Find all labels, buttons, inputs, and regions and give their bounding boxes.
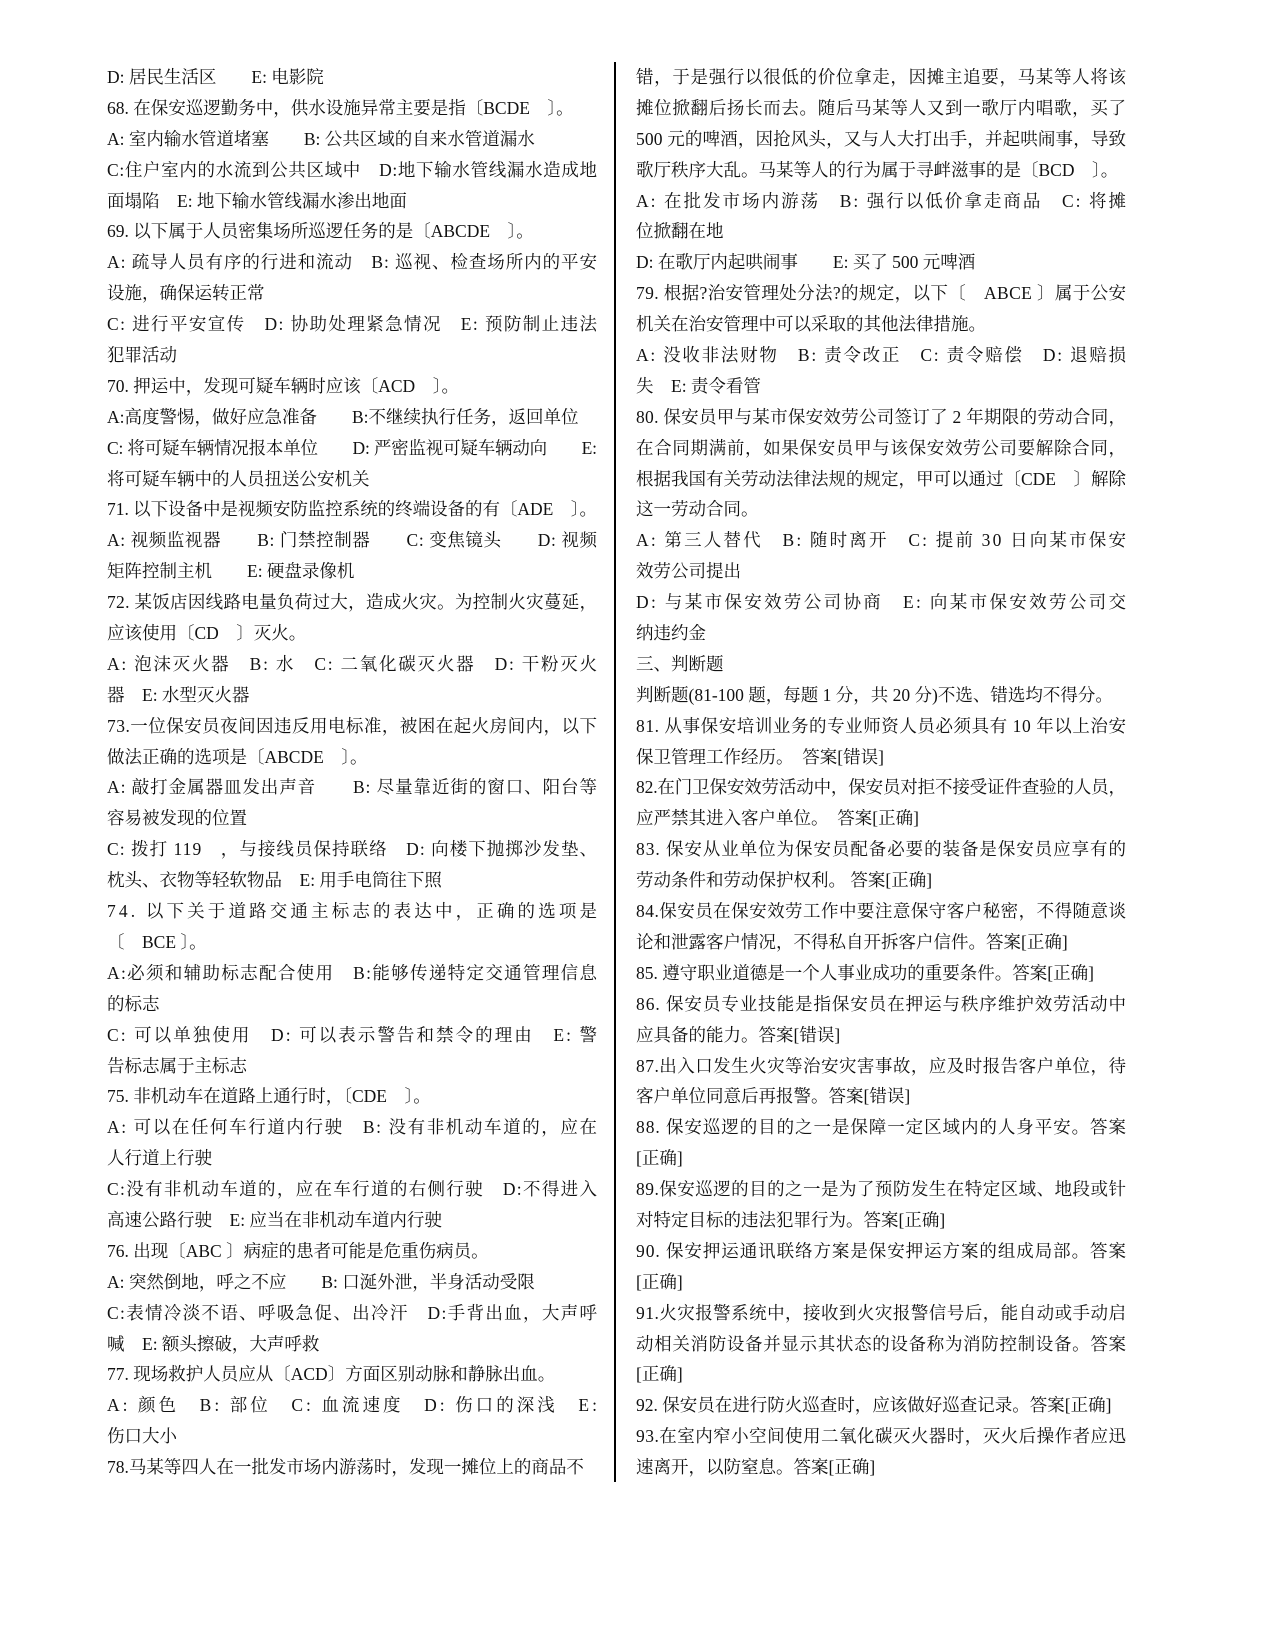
text-line xyxy=(107,124,597,155)
paragraph xyxy=(636,247,1126,278)
paragraph xyxy=(107,1298,597,1360)
text-line xyxy=(636,309,1126,340)
paragraph xyxy=(636,989,1126,1051)
line-text: 歌厅秩序大乱。马某等人的行为属于寻衅滋事的是〔BCD 〕。 xyxy=(636,159,1119,180)
line-text: 74. 以下关于道路交通主标志的表达中，正确的选项是 xyxy=(107,901,601,922)
line-text: A: 疏导人员有序的行进和流动 B: 巡视、检查场所内的平安 xyxy=(107,252,598,273)
line-text: 根据我国有关劳动法律法规的规定，甲可以通过〔CDE 〕解除 xyxy=(636,468,1126,489)
line-text: 72. 某饭店因线路电量负荷过大，造成火灾。为控制火灾蔓延， xyxy=(107,592,598,613)
text-line xyxy=(107,1174,597,1205)
paragraph xyxy=(107,711,597,773)
text-line xyxy=(636,1267,1126,1298)
line-text: 动相关消防设备并显示其状态的设备称为消防控制设备。答案 xyxy=(636,1333,1127,1354)
line-text: C:住户室内的水流到公共区域中 D:地下输水管线漏水造成地 xyxy=(107,159,598,180)
text-line xyxy=(107,896,601,927)
paragraph xyxy=(636,680,1126,711)
text-line xyxy=(107,1020,600,1051)
line-text: 93.在室内窄小空间使用二氧化碳灭火器时，灭火后操作者应迅 xyxy=(636,1426,1127,1447)
text-line xyxy=(636,989,1126,1020)
text-line xyxy=(107,402,597,433)
paragraph xyxy=(107,1390,601,1452)
line-text: 判断题(81-100 题，每题 1 分，共 20 分)不选、错选均不得分。 xyxy=(636,684,1113,705)
paragraph xyxy=(107,1267,597,1298)
text-line xyxy=(636,1112,1126,1143)
paragraph xyxy=(107,309,597,371)
text-line xyxy=(107,1390,601,1421)
line-text: C:没有非机动车道的，应在车行道的右侧行驶 D:不得进入 xyxy=(107,1179,599,1200)
paragraph xyxy=(107,1081,597,1112)
text-line xyxy=(107,186,597,217)
line-text: D: 与某市保安效劳公司协商 E: 向某市保安效劳公司交 xyxy=(636,592,1129,613)
text-line xyxy=(636,742,1126,773)
line-text: C: 将可疑车辆情况报本单位 D: 严密监视可疑车辆动向 E: xyxy=(107,437,597,458)
paragraph xyxy=(636,772,1126,834)
text-line xyxy=(636,896,1126,927)
paragraph xyxy=(107,896,601,958)
line-text: 70. 押运中，发现可疑车辆时应该〔ACD 〕。 xyxy=(107,375,459,396)
line-text: [正确] xyxy=(636,1271,683,1292)
text-line xyxy=(107,587,597,618)
text-line xyxy=(636,772,1126,803)
text-line xyxy=(636,587,1129,618)
text-line xyxy=(636,340,1126,371)
text-line xyxy=(107,494,597,525)
paragraph xyxy=(636,587,1129,649)
text-line xyxy=(636,1329,1126,1360)
line-text: 89.保安巡逻的目的之一是为了预防发生在特定区域、地段或针 xyxy=(636,1179,1127,1200)
text-line xyxy=(107,649,597,680)
text-line xyxy=(107,155,597,186)
text-line xyxy=(636,556,1126,587)
line-text: A: 室内输水管道堵塞 B: 公共区域的自来水管道漏水 xyxy=(107,128,535,149)
text-line xyxy=(636,618,1126,649)
line-text: 85. 遵守职业道德是一个人事业成功的重要条件。答案[正确] xyxy=(636,962,1094,983)
text-line xyxy=(107,927,597,958)
line-text: C: 拨打 119 ，与接线员保持联络 D: 向楼下抛掷沙发垫、 xyxy=(107,839,599,860)
text-line xyxy=(107,958,597,989)
paragraph xyxy=(107,247,597,309)
text-line xyxy=(107,865,597,896)
text-line xyxy=(107,371,597,402)
line-text: 容易被发现的位置 xyxy=(107,808,247,829)
line-text: 79. 根据?治安管理处分法?的规定，以下〔 ABCE 〕属于公安 xyxy=(636,283,1127,304)
paragraph xyxy=(107,371,597,402)
paragraph xyxy=(107,587,597,649)
text-line xyxy=(636,1452,1126,1483)
paragraph xyxy=(107,958,597,1020)
text-line xyxy=(636,680,1126,711)
line-text: 77. 现场救护人员应从〔ACD〕方面区别动脉和静脉出血。 xyxy=(107,1364,556,1385)
line-text: 器 E: 水型灭火器 xyxy=(107,684,250,705)
left-column xyxy=(107,62,601,1483)
line-text: 效劳公司提出 xyxy=(636,561,741,582)
line-text: A: 突然倒地，呼之不应 B: 口涎外泄，半身活动受限 xyxy=(107,1271,535,1292)
paragraph xyxy=(107,1174,597,1236)
line-text: 91.火灾报警系统中，接收到火灾报警信号后，能自动或手动启 xyxy=(636,1302,1127,1323)
line-text: D: 居民生活区 E: 电影院 xyxy=(107,67,324,87)
line-text: 人行道上行驶 xyxy=(107,1148,212,1169)
text-line xyxy=(107,1236,597,1267)
line-text: 82.在门卫保安效劳活动中，保安员对拒不接受证件查验的人员， xyxy=(636,777,1126,798)
line-text: 在合同期满前，如果保安员甲与该保安效劳公司要解除合同， xyxy=(636,437,1127,458)
line-text: 喊 E: 额头擦破，大声呼救 xyxy=(107,1333,320,1354)
line-text: 87.出入口发生火灾等治安灾害事故，应及时报告客户单位，待 xyxy=(636,1055,1127,1076)
paragraph xyxy=(636,1051,1126,1113)
line-text: 84.保安员在保安效劳工作中要注意保守客户秘密，不得随意谈 xyxy=(636,901,1127,922)
line-text: 设施，确保运转正常 xyxy=(107,283,265,304)
line-text: 摊位掀翻后扬长而去。随后马某等人又到一歌厅内唱歌，买了 xyxy=(636,97,1127,118)
text-line xyxy=(107,93,597,124)
line-text: [正确] xyxy=(636,1364,683,1385)
paragraph xyxy=(107,494,597,525)
line-text: 应该使用〔CD 〕灭火。 xyxy=(107,623,307,644)
text-line xyxy=(107,1298,597,1329)
text-line xyxy=(636,278,1126,309)
text-line xyxy=(107,247,597,278)
text-line xyxy=(107,989,597,1020)
line-text: 88. 保安巡逻的目的之一是保障一定区域内的人身平安。答案 xyxy=(636,1117,1127,1138)
text-line xyxy=(107,62,597,93)
paragraph xyxy=(636,402,1126,526)
paragraph xyxy=(636,958,1126,989)
text-line xyxy=(107,1329,597,1360)
line-text: 71. 以下设备中是视频安防监控系统的终端设备的有〔ADE 〕。 xyxy=(107,499,597,520)
text-line xyxy=(107,772,597,803)
paragraph xyxy=(636,340,1126,402)
text-line xyxy=(636,433,1126,464)
text-line xyxy=(636,711,1126,742)
text-line xyxy=(636,1390,1126,1421)
text-line xyxy=(107,1452,597,1483)
line-text: A: 敲打金属器皿发出声音 B: 尽量靠近街的窗口、阳台等 xyxy=(107,777,598,798)
paragraph xyxy=(636,1390,1126,1421)
text-line xyxy=(107,618,597,649)
line-text: 对特定目标的违法犯罪行为。答案[正确] xyxy=(636,1209,946,1230)
paragraph xyxy=(107,525,597,587)
paragraph xyxy=(107,124,597,155)
line-text: 78.马某等四人在一批发市场内游荡时，发现一摊位上的商品不 xyxy=(107,1457,584,1478)
text-line xyxy=(107,556,597,587)
line-text: A: 泡沫灭火器 B: 水 C: 二氧化碳灭火器 D: 干粉灭火 xyxy=(107,653,599,674)
line-text: 76. 出现〔ABC 〕病症的患者可能是危重伤病员。 xyxy=(107,1240,489,1261)
paragraph xyxy=(636,62,1126,186)
line-text: C: 进行平安宣传 D: 协助处理紧急情况 E: 预防制止违法 xyxy=(107,314,599,335)
paragraph xyxy=(107,1236,597,1267)
line-text: A:高度警惕，做好应急准备 B:不继续执行任务，返回单位 xyxy=(107,406,579,427)
line-text: A: 可以在任何车行道内行驶 B: 没有非机动车道的，应在 xyxy=(107,1117,599,1138)
paragraph xyxy=(636,896,1126,958)
paragraph xyxy=(107,1452,597,1483)
paragraph xyxy=(107,1020,600,1082)
text-line xyxy=(636,927,1126,958)
paragraph xyxy=(636,525,1129,587)
line-text: 81. 从事保安培训业务的专业师资人员必须具有 10 年以上治安 xyxy=(636,715,1127,736)
line-text: 纳违约金 xyxy=(636,623,706,644)
text-line xyxy=(107,1051,597,1082)
text-line xyxy=(107,464,597,495)
paragraph xyxy=(636,278,1126,340)
text-line xyxy=(636,155,1126,186)
line-text: 的标志 xyxy=(107,993,160,1014)
text-line xyxy=(636,1359,1126,1390)
paragraph xyxy=(636,1112,1126,1174)
text-line xyxy=(107,433,597,464)
paragraph xyxy=(107,649,597,711)
line-text: 位掀翻在地 xyxy=(636,221,724,242)
text-line xyxy=(636,1236,1126,1267)
line-text: 83. 保安从业单位为保安员配备必要的装备是保安员应享有的 xyxy=(636,839,1127,860)
text-line xyxy=(107,1143,597,1174)
paragraph xyxy=(636,1174,1126,1236)
text-line xyxy=(636,1143,1126,1174)
text-line xyxy=(107,1081,597,1112)
line-text: 90. 保安押运通讯联络方案是保安押运方案的组成局部。答案 xyxy=(636,1240,1127,1261)
paragraph xyxy=(107,155,597,217)
text-line xyxy=(107,309,597,340)
text-line xyxy=(107,711,597,742)
paragraph xyxy=(636,711,1126,773)
line-text: 劳动条件和劳动保护权利。 答案[正确] xyxy=(636,870,933,891)
right-column xyxy=(636,62,1129,1483)
text-line xyxy=(636,525,1129,556)
paragraph xyxy=(636,1236,1126,1298)
line-text: A: 在批发市场内游荡 B: 强行以低价拿走商品 C: 将摊 xyxy=(636,190,1129,211)
text-line xyxy=(107,680,597,711)
line-text: D: 在歌厅内起哄闹事 E: 买了 500 元啤酒 xyxy=(636,252,976,273)
line-text: 将可疑车辆中的人员扭送公安机关 xyxy=(107,468,370,489)
text-line xyxy=(636,1298,1126,1329)
paragraph xyxy=(107,216,597,247)
text-line xyxy=(636,186,1129,217)
line-text: 500 元的啤酒，因抢风头，又与人大打出手，并起哄闹事，导致 xyxy=(636,128,1127,149)
text-line xyxy=(636,371,1126,402)
line-text: 应具备的能力。答案[错误] xyxy=(636,1024,841,1045)
paragraph xyxy=(636,186,1129,248)
paragraph xyxy=(107,834,597,896)
line-text: 73.一位保安员夜间因违反用电标准，被困在起火房间内，以下 xyxy=(107,715,598,736)
text-line xyxy=(636,402,1126,433)
text-line xyxy=(636,93,1126,124)
line-text: C: 可以单独使用 D: 可以表示警告和禁令的理由 E: 警 xyxy=(107,1024,600,1045)
text-line xyxy=(636,1421,1126,1452)
line-text: 75. 非机动车在道路上通行时，〔CDE 〕。 xyxy=(107,1086,431,1107)
text-line xyxy=(107,1421,597,1452)
line-text: 86. 保安员专业技能是指保安员在押运与秩序维护效劳活动中 xyxy=(636,993,1127,1014)
line-text: 68. 在保安巡逻勤务中，供水设施异常主要是指〔BCDE 〕。 xyxy=(107,97,574,118)
paragraph xyxy=(107,1112,597,1174)
line-text: A: 颜色 B: 部位 C: 血流速度 D: 伤口的深浅 E: xyxy=(107,1395,601,1416)
text-line xyxy=(636,62,1126,93)
text-line xyxy=(107,1112,597,1143)
line-text: 机关在治安管理中可以采取的其他法律措施。 xyxy=(636,314,986,335)
line-text: 保卫管理工作经历。 答案[错误] xyxy=(636,746,884,767)
text-line xyxy=(636,1051,1126,1082)
text-line xyxy=(107,1267,597,1298)
line-text: 〔 BCE 〕。 xyxy=(107,931,207,952)
line-text: 面塌陷 E: 地下输水管线漏水渗出地面 xyxy=(107,190,407,211)
line-text: 错，于是强行以很低的价位拿走，因摊主追要，马某等人将该 xyxy=(636,67,1127,87)
text-line xyxy=(107,803,597,834)
text-line xyxy=(636,1205,1126,1236)
line-text: 三、判断题 xyxy=(636,653,724,674)
text-line xyxy=(636,464,1126,495)
paragraph xyxy=(636,1421,1126,1483)
line-text: 犯罪活动 xyxy=(107,345,177,366)
line-text: A: 第三人替代 B: 随时离开 C: 提前 30 日向某市保安 xyxy=(636,530,1129,551)
text-line xyxy=(107,525,597,556)
text-line xyxy=(107,278,597,309)
line-text: 失 E: 责令看管 xyxy=(636,375,761,396)
text-line xyxy=(636,1020,1126,1051)
paragraph xyxy=(636,834,1126,896)
line-text: A: 视频监视器 B: 门禁控制器 C: 变焦镜头 D: 视频 xyxy=(107,530,598,551)
text-line xyxy=(636,494,1126,525)
paragraph xyxy=(107,772,597,834)
text-line xyxy=(636,216,1126,247)
text-line xyxy=(107,216,597,247)
text-line xyxy=(636,649,1126,680)
paragraph xyxy=(107,402,597,433)
line-text: 高速公路行驶 E: 应当在非机动车道内行驶 xyxy=(107,1209,442,1230)
text-line xyxy=(107,834,597,865)
text-line xyxy=(107,1359,597,1390)
line-text: 69. 以下属于人员密集场所巡逻任务的是〔ABCDE 〕。 xyxy=(107,221,534,242)
text-line xyxy=(636,1081,1126,1112)
line-text: C:表情冷淡不语、呼吸急促、出冷汗 D:手背出血，大声呼 xyxy=(107,1302,599,1323)
text-line xyxy=(107,1205,597,1236)
text-line xyxy=(636,124,1126,155)
paragraph xyxy=(636,649,1126,680)
paragraph xyxy=(107,433,597,495)
text-line xyxy=(636,1174,1126,1205)
text-line xyxy=(107,742,597,773)
line-text: 速离开，以防窒息。答案[正确] xyxy=(636,1457,876,1478)
text-line xyxy=(107,340,597,371)
text-line xyxy=(636,834,1126,865)
paragraph xyxy=(107,62,597,93)
text-line xyxy=(636,865,1126,896)
paragraph xyxy=(636,1298,1126,1391)
line-text: [正确] xyxy=(636,1148,683,1169)
line-text: A:必须和辅助标志配合使用 B:能够传递特定交通管理信息 xyxy=(107,962,599,983)
paragraph xyxy=(107,93,597,124)
text-line xyxy=(636,958,1126,989)
line-text: 论和泄露客户情况，不得私自开拆客户信件。答案[正确] xyxy=(636,931,1068,952)
paragraph xyxy=(107,1359,597,1390)
line-text: 应严禁其进入客户单位。 答案[正确] xyxy=(636,808,919,829)
line-text: 80. 保安员甲与某市保安效劳公司签订了 2 年期限的劳动合同， xyxy=(636,406,1127,427)
column-divider xyxy=(614,62,616,1482)
line-text: A: 没收非法财物 B: 责令改正 C: 责令赔偿 D: 退赔损 xyxy=(636,345,1128,366)
line-text: 这一劳动合同。 xyxy=(636,499,759,520)
line-text: 做法正确的选项是〔ABCDE 〕。 xyxy=(107,746,368,767)
line-text: 矩阵控制主机 E: 硬盘录像机 xyxy=(107,561,355,582)
line-text: 告标志属于主标志 xyxy=(107,1055,247,1076)
line-text: 客户单位同意后再报警。答案[错误] xyxy=(636,1086,911,1107)
line-text: 92. 保安员在进行防火巡查时，应该做好巡查记录。答案[正确] xyxy=(636,1395,1112,1416)
text-line xyxy=(636,247,1126,278)
line-text: 枕头、衣物等轻软物品 E: 用手电筒往下照 xyxy=(107,870,442,891)
text-line xyxy=(636,803,1126,834)
line-text: 伤口大小 xyxy=(107,1426,177,1447)
